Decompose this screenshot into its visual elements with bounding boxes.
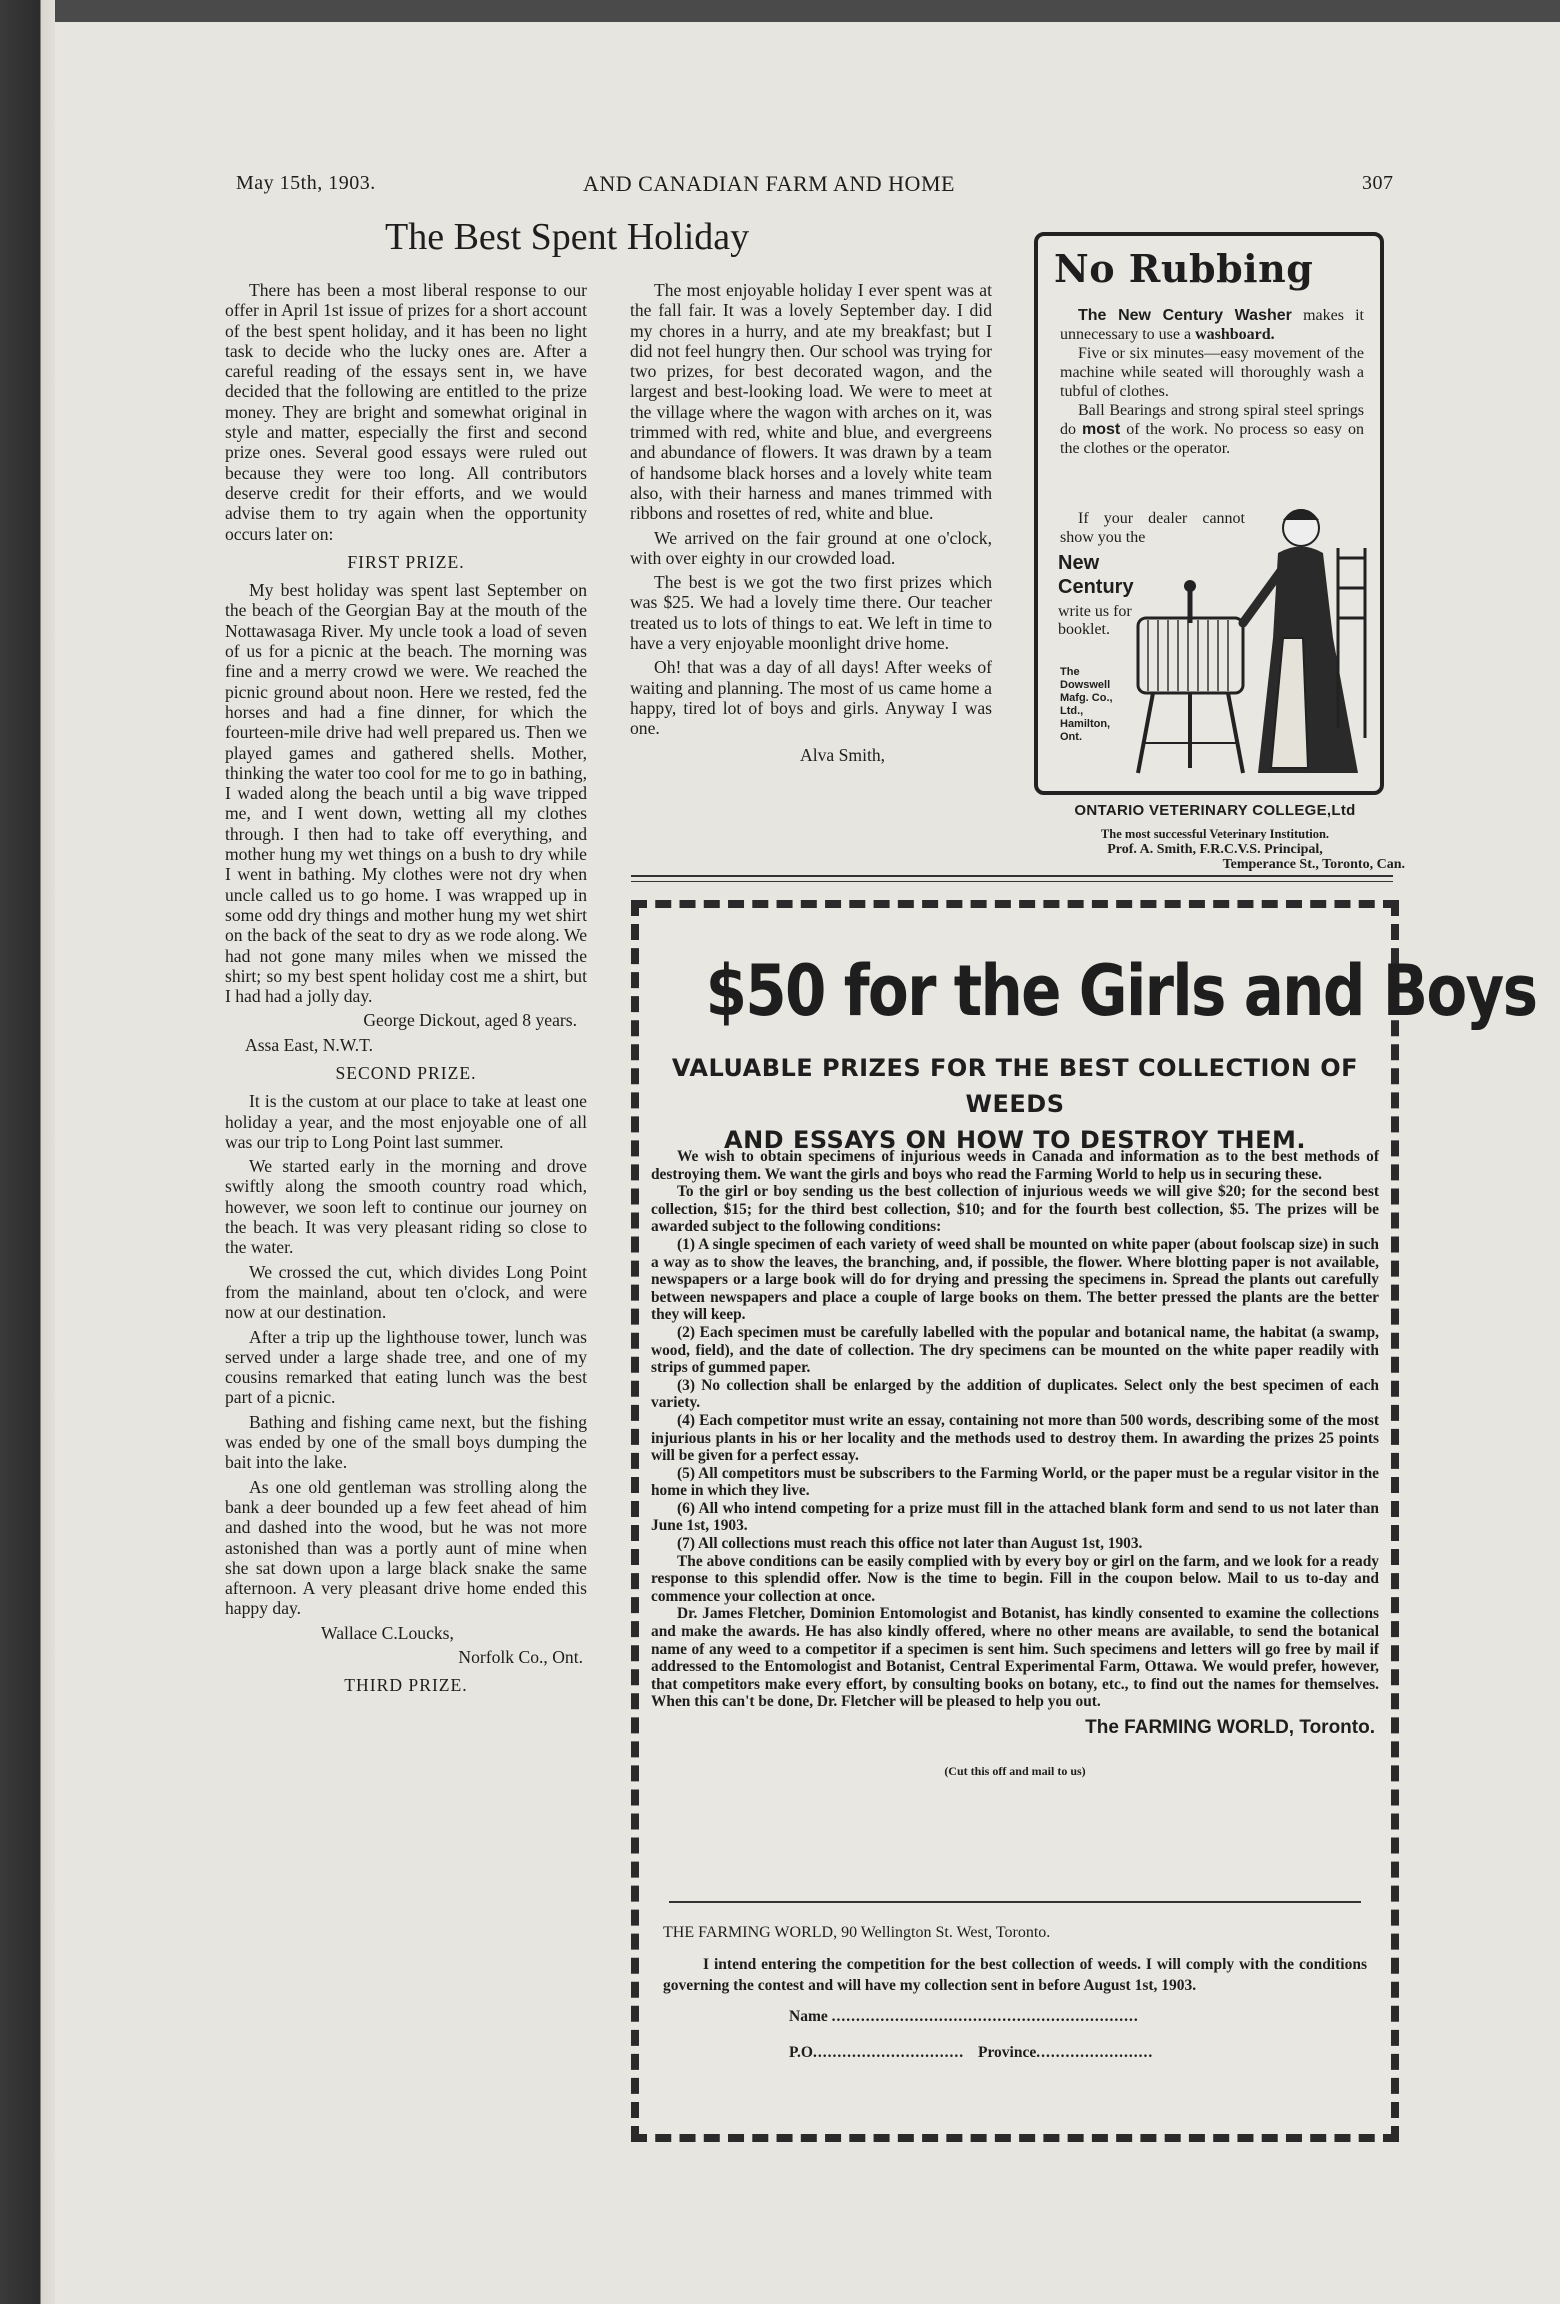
newspaper-page [55,22,1560,2304]
contest-rule-paragraph: Dr. James Fletcher, Dominion Entomologist and Botanist, has kindly consented to examine the collections and make the awards. He has also kindly offered, where no other means are available, to send the botanical name of any weed to a competitor if a specimen is sent him. Such specimens and letters will go free by mail if addressed to the Entomologist and Botanist, Central Experimental Farm, Ottawa. We would prefer, however, that competitors make every effort, by consulting books on botany, etc., to find out the names for themselves. When this can't be done, Dr. Fletcher will be pleased to help you out. [651,1605,1379,1711]
washer-write-us: write us for booklet. [1058,603,1132,638]
second-prize-place: Norfolk Co., Ont. [458,1647,583,1667]
second-prize-paragraph: It is the custom at our place to take at least one holiday a year, and the most enjoyable one of all was our trip to Long Point last summer. [225,1091,587,1152]
contest-rule-paragraph: (4) Each competitor must write an essay, containing not more than 500 words, describing some of the most injurious plants in his or her locality and the methods used to destroy them. In awarding the prizes 25 points will be given for a perfect essay. [651,1411,1379,1465]
second-prize-paragraph: After a trip up the lighthouse tower, lunch was served under a large shade tree, and one of my cousins remarked that eating lunch was the best part of a picnic. [225,1326,587,1408]
washer-brand-line: Century [1058,576,1134,598]
contest-rule-paragraph: (7) All collections must reach this office not later than August 1st, 1903. [677,1535,1143,1553]
college-line-3: Temperance St., Toronto, Can. [1222,857,1405,872]
woman-washing-illustration [1133,498,1373,783]
article-intro: There has been a most liberal response to our offer in April 1st issue of prizes for a short account of the best spent holiday, and it has been no light task to decide who the lucky ones are. After a careful reading of the essays sent in, we have decided that the following are entitled to the prize money. They are bright and somewhat original in style and matter, especially the first and second prize ones. Several good essays were ruled out because they were too long. All contributors deserve credit for their efforts, and we would advise them to try again when the opportunity occurs later on: [225,280,587,544]
washer-copy-text: makes it unnecessary to use a [1060,307,1365,343]
coupon-form[interactable] [663,1924,1367,2062]
header-date: May 15th, 1903. [236,172,376,194]
coupon-province-label: Province [977,2044,1037,2061]
contest-rule-paragraph: We wish to obtain specimens of injurious weeds in Canada and information as to the best methods of destroying them. We want the girls and boys who read the Farming World to help us in securing these. [651,1148,1379,1183]
washer-maker [1060,666,1113,744]
college-line-1: The most successful Veterinary Institution. [1100,827,1330,841]
article-title: The Best Spent Holiday [385,216,750,258]
weed-contest-advertisement [631,900,1537,2142]
maker-line: Ont. [1060,731,1082,743]
second-prize-heading: SECOND PRIZE. [335,1062,477,1083]
contest-subheadline-line: AND ESSAYS ON HOW TO DESTROY THEM. [724,1126,1306,1154]
contest-subheadline-line: VALUABLE PRIZES FOR THE BEST COLLECTION OF WEEDS [671,1054,1359,1118]
coupon-address: THE FARMING WORLD, 90 Wellington St. West, Toronto. [663,1924,1051,1941]
contest-rule-paragraph: (2) Each specimen must be carefully labelled with the popular and botanical name, the habitat (a swamp, wood, field), and the date of collection. The dry specimens can be mounted on the white paper readily with strips of gummed paper. [651,1323,1379,1377]
section-rule [631,875,1393,877]
washer-copy-text: If your dealer cannot show you the [1060,510,1245,546]
contest-subheadline [651,1050,1379,1158]
first-prize-heading: FIRST PRIZE. [347,551,465,572]
first-prize-place: Assa East, N.W.T. [245,1034,374,1055]
article-column-2 [630,280,992,769]
maker-line: Hamilton, [1060,718,1111,730]
woman-figure-icon [1243,509,1358,773]
washer-brand [1058,551,1134,599]
header-publication: AND CANADIAN FARM AND HOME [583,171,955,196]
contest-headline: $50 for the Girls and Boys [705,950,1537,1032]
maker-line: The [1060,666,1080,678]
maker-line: Mafg. Co., [1060,692,1113,704]
contest-rule-paragraph: The above conditions can be easily complied with by every boy or girl on the farm, and we look for a ready response to this splendid offer. Now is the time to begin. Fill in the coupon below. Mail to us to-day and commence your collection at once. [651,1552,1379,1605]
washer-copy-text: of the work. No process so easy on the clothes or the operator. [1060,421,1365,457]
contest-rule-paragraph: (1) A single specimen of each variety of weed shall be mounted on white paper (about foolscap size) in such a way as to show the leaves, the branching, and, if possible, the flower. Where blotting paper is not available, newspapers or a large book will do for drying and pressing the specimens in. Spread the plants out carefully between newspapers and place a couple of large books on them. The better pressed the plants are the better they will keep. [651,1235,1379,1324]
header-page-number: 307 [1362,172,1394,194]
washer-copy-emphasis: most [1081,421,1121,438]
coupon-name-label: Name [789,2008,828,2025]
contest-headline-wrap [651,950,1537,1032]
coupon-name-blank[interactable]: ............................................................... [831,2008,1139,2025]
maker-line: Dowswell [1060,679,1111,691]
third-prize-paragraph: The most enjoyable holiday I ever spent was at the fall fair. It was a lovely September day. I did my chores in a hurry, and ate my breakfast; but I did not feel hungry then. Our school was trying for two prizes, for best decorated wagon, and the largest and best-looking load. We were to meet at the village where the wagon with arches on it, was trimmed with red, white and blue, and evergreens and abundance of flowers. It was drawn by a team of handsome black horses and a lovely white team also, with their harness and manes trimmed with ribbons and rosettes of red, white and blue. [630,280,992,524]
page-edge-shadow [0,0,55,2304]
washer-copy-text: Five or six minutes—easy movement of the machine while seated will thoroughly wash a tubful of clothes. [1060,345,1364,400]
coupon-province-blank[interactable]: ........................ [1036,2044,1154,2061]
third-prize-heading: THIRD PRIZE. [344,1675,468,1696]
washer-copy-text: Ball Bearings and strong spiral steel springs do [1060,402,1364,438]
first-prize-body: My best holiday was spent last September on the beach of the Georgian Bay at the mouth of the Nottawasaga River. My uncle took a load of seven of us for a picnic at the beach. The morning was fine and a merry crowd we were. We reached the picnic ground about noon. Here we rested, fed the horses and had a fine dinner, for which the fourteen-mile drive had well prepared us. Then we played games and gathered shells. Mother, thinking the water too cool for me to go in bathing, I waded along the beach until a big wave tripped me, and I went down, wetting all my clothes through. I then had to take off everything, and mother hung my wet things on a bush to dry while I went in bathing. My clothes were not dry when uncle called us to go home. I was wrapped up in some odd dry things and mother hung my wet shirt on the back of the seat to dry as we rode along. We had not gone many miles when we missed the shirt; so my best spent holiday cost me a shirt, but I had had a jolly day. [225,580,587,1007]
washer-tub-icon [1138,580,1243,773]
maker-line: Ltd., [1060,705,1084,717]
cut-instruction: (Cut this off and mail to us) [944,1763,1086,1778]
contest-rule-paragraph: (3) No collection shall be enlarged by the addition of duplicates. Select only the best specimen of each variety. [651,1376,1379,1412]
coupon-po-label: P.O [789,2044,813,2061]
first-prize-author: George Dickout, aged 8 years. [363,1010,577,1031]
third-prize-paragraph: Oh! that was a day of all days! After weeks of waiting and planning. The most of us came home a happy, tired lot of boys and girls. Anyway I was one. [630,657,992,739]
coupon-text: I intend entering the competition for the best collection of weeds. I will comply with the conditions governing the contest and will have my collection sent in before August 1st, 1903. [663,1956,1367,1994]
second-prize-paragraph: We started early in the morning and drove swiftly along the smooth country road which, however, we soon left to continue our journey on the beach. It was very pleasant riding so close to the water. [225,1156,587,1258]
coupon-address-fields[interactable] [663,2044,1367,2062]
third-prize-paragraph: We arrived on the fair ground at one o'clock, with over eighty in our crowded load. [630,527,992,568]
college-name: ONTARIO VETERINARY COLLEGE,Ltd [1074,802,1356,819]
washer-copy-text: washboard. [1195,326,1275,343]
third-prize-author: Alva Smith, [800,744,886,765]
third-prize-paragraph: The best is we got the two first prizes which was $25. We had a lovely time there. Our teacher treated us to lots of things to eat. We left in time to have a very enjoyable moonlight drive home. [630,572,992,654]
washer-advertisement [1034,232,1384,795]
contest-rules [651,1148,1379,1780]
washer-brand-line: New [1058,552,1100,574]
second-prize-paragraph: We crossed the cut, which divides Long Point from the mainland, about ten o'clock, and were now at our destination. [225,1261,587,1323]
contest-rule-paragraph: (6) All who intend competing for a prize must fill in the attached blank form and send to us not later than June 1st, 1903. [651,1499,1379,1535]
second-prize-paragraph: As one old gentleman was strolling along the bank a deer bounded up a few feet ahead of him and dashed into the wood, but he was not more astonished than was a portly aunt of mine when she sat down upon a large black snake the same afternoon. A very pleasant drive home ended this happy day. [225,1476,587,1619]
second-prize-author: Wallace C.Loucks, [321,1622,454,1643]
contest-signature: The FARMING WORLD, Toronto. [1085,1717,1375,1738]
section-rule [631,881,1393,882]
contest-rule-paragraph: To the girl or boy sending us the best collection of injurious weeds we will give $20; for the second best collection, $15; for the third best collection, $10; and for the fourth best collection, $5. The prizes will be awarded subject to the following conditions: [651,1183,1379,1236]
washer-product-name: The New Century Washer [1078,307,1292,324]
coupon-divider [669,1901,1361,1903]
contest-rule-paragraph: (5) All competitors must be subscribers to the Farming World, or the paper must be a regular visitor in the home in which they live. [651,1464,1379,1500]
college-line-2: Prof. A. Smith, F.R.C.V.S. Principal, [1107,842,1323,857]
coupon-po-blank[interactable]: ............................... [812,2044,965,2061]
coupon-name-field[interactable] [663,2008,1367,2026]
washer-headline: No Rubbing [1054,246,1314,291]
second-prize-paragraph: Bathing and fishing came next, but the fishing was ended by one of the small boys dumping the bait into the lake. [225,1411,587,1473]
washer-copy [1060,306,1364,458]
article-column-1 [225,280,587,1704]
